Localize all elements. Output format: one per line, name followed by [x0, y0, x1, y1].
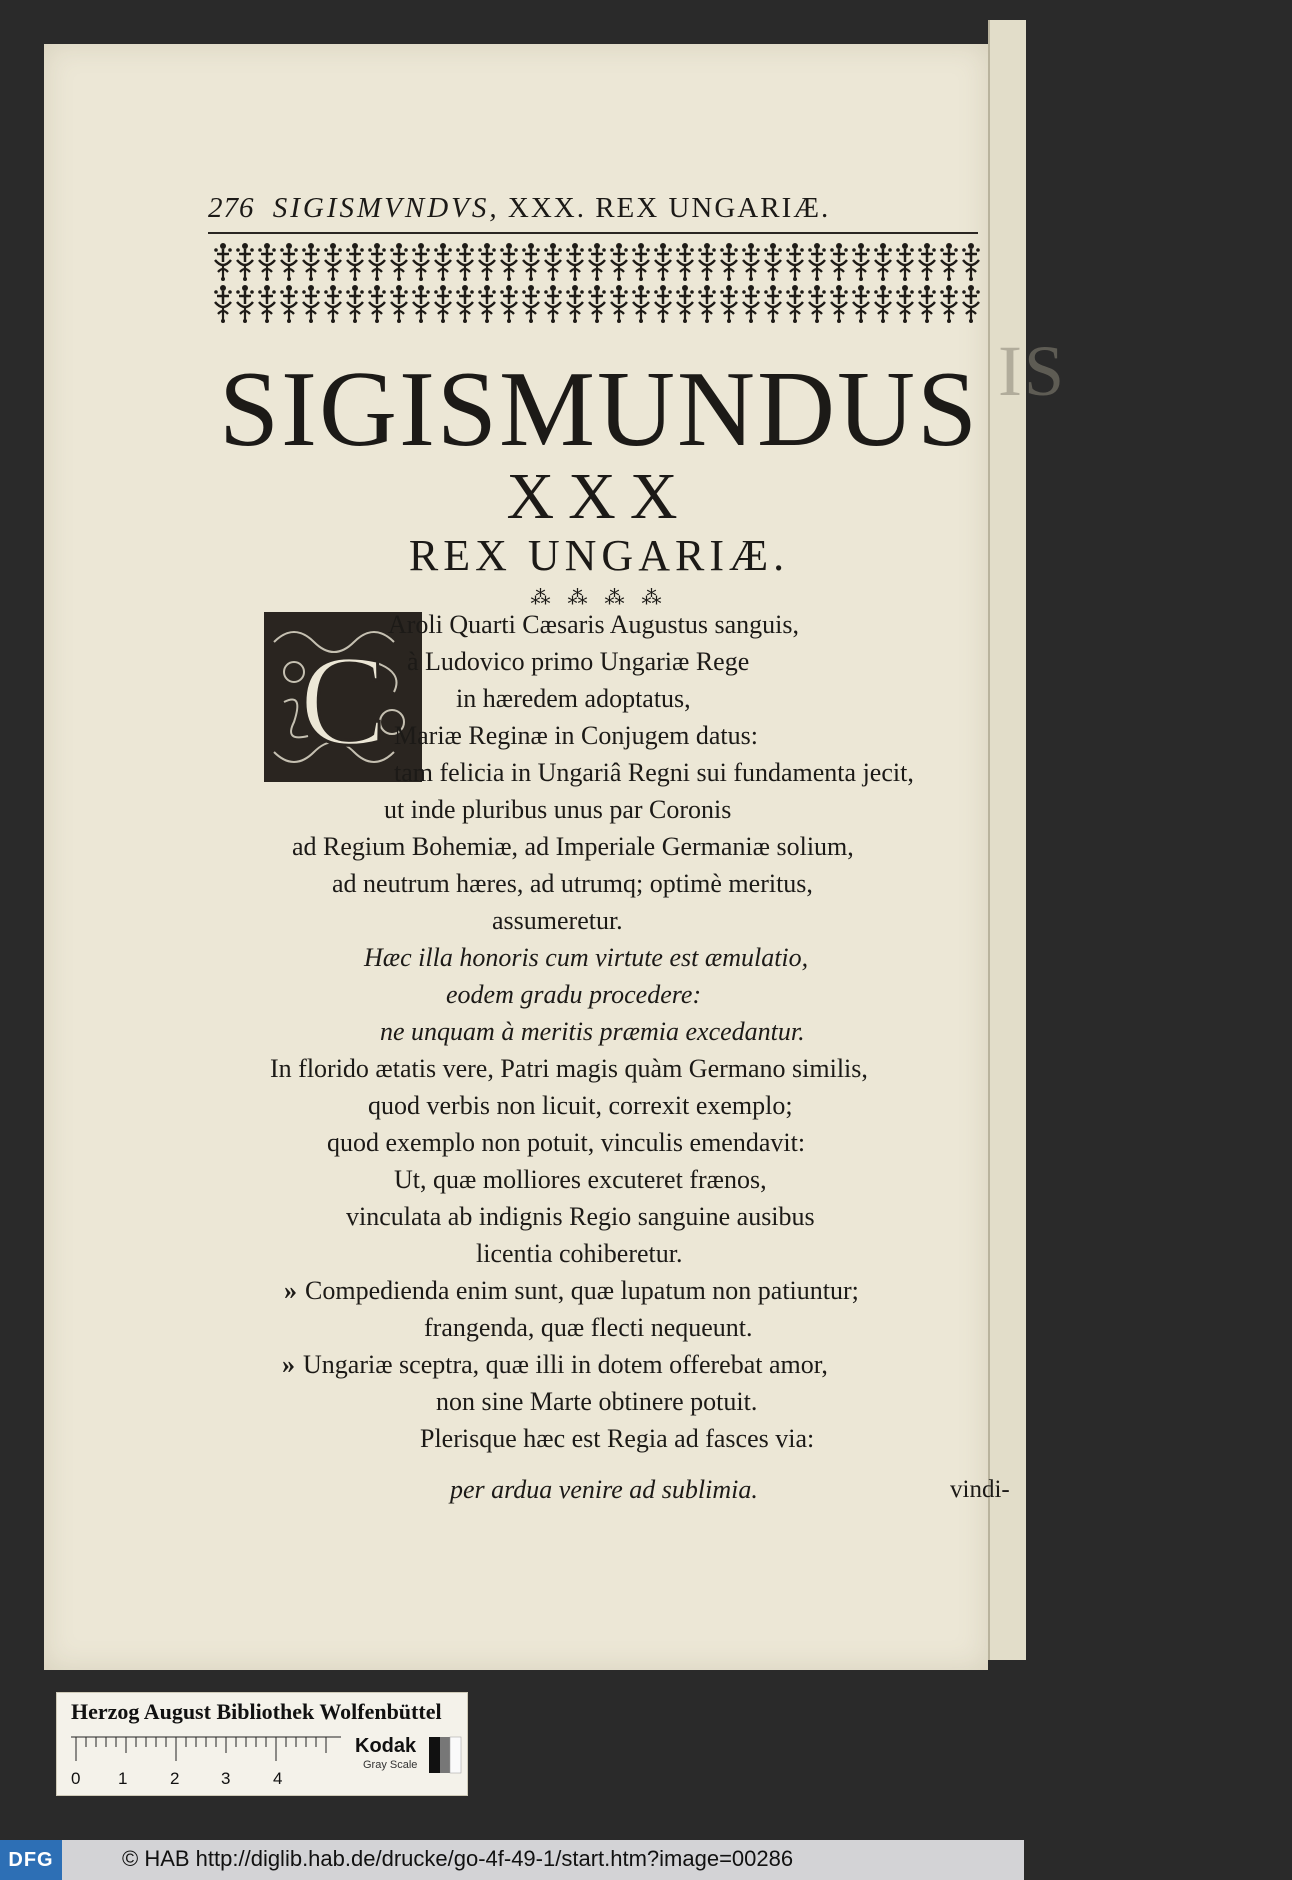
ruler-labels	[71, 1769, 331, 1791]
text-line-13: In florido ætatis vere, Patri magis quàm Germano similis,	[270, 1054, 868, 1083]
text-line-3: in hæredem adoptatus,	[456, 684, 691, 713]
quote-mark: »	[282, 1350, 295, 1379]
gray-scale-patches	[429, 1737, 461, 1773]
text-line-21-text: Ungariæ sceptra, quæ illi in dotem offerebat amor,	[303, 1350, 828, 1379]
text-line-11: eodem gradu procedere:	[446, 980, 702, 1009]
text-line-20: frangenda, quæ flecti nequeunt.	[424, 1313, 753, 1342]
text-line-16: Ut, quæ molliores excuteret frænos,	[394, 1165, 767, 1194]
star-ornament: ⁂ ⁂ ⁂ ⁂	[530, 587, 668, 609]
text-line-17: vinculata ab indignis Regio sanguine ausibus	[346, 1202, 815, 1231]
text-line-8: ad neutrum hæres, ad utrumq; optimè meritus,	[332, 869, 813, 898]
text-line-2: à Ludovico primo Ungariæ Rege	[407, 647, 750, 676]
copyright-link[interactable]: © HAB http://diglib.hab.de/drucke/go-4f-49-1/start.htm?image=00286	[122, 1846, 794, 1871]
ruler-label-3: 3	[221, 1769, 231, 1788]
library-color-card	[56, 1692, 468, 1796]
library-name: Herzog August Bibliothek Wolfenbüttel	[71, 1699, 442, 1724]
text-line-5: tam felicia in Ungariâ Regni sui fundamenta jecit,	[394, 758, 914, 787]
text-line-12: ne unquam à meritis præmia excedantur.	[380, 1017, 805, 1046]
gray-scale-label: Gray Scale	[363, 1759, 418, 1771]
subtitle: REX UNGARIÆ.	[408, 531, 790, 580]
ruler-label-4: 4	[273, 1769, 283, 1788]
text-line-1: Aroli Quarti Cæsaris Augustus sanguis,	[388, 610, 799, 639]
running-head-title: XXX. REX UNGARIÆ.	[507, 192, 831, 224]
ruler-label-1: 1	[118, 1769, 128, 1788]
text-line-19	[284, 1273, 1084, 1309]
running-head-name: SIGISMVNDVS,	[272, 192, 500, 224]
text-line-4: Mariæ Reginæ in Conjugem datus:	[394, 721, 758, 750]
text-line-15: quod exemplo non potuit, vinculis emendavit:	[327, 1128, 806, 1157]
text-line-6: ut inde pluribus unus par Coronis	[384, 795, 732, 824]
ornamental-border	[212, 240, 984, 324]
text-line-23: Plerisque hæc est Regia ad fasces via:	[420, 1424, 815, 1453]
text-line-21	[282, 1347, 1082, 1383]
text-line-10: Hæc illa honoris cum virtute est æmulatio,	[364, 943, 809, 972]
text-line-19-text: Compedienda enim sunt, quæ lupatum non patiuntur;	[305, 1276, 859, 1305]
page-number: 276	[208, 192, 255, 224]
text-line-14: quod verbis non licuit, correxit exemplo;	[368, 1091, 793, 1120]
next-leaf-bleed-text: IS	[998, 331, 1067, 411]
catchword: vindi-	[950, 1476, 1010, 1503]
text-line-9: assumeretur.	[492, 906, 623, 935]
dfg-logo[interactable]: DFG	[0, 1840, 62, 1880]
text-line-24: per ardua venire ad sublimia.	[450, 1475, 758, 1504]
book-page	[44, 44, 1010, 1670]
title: SIGISMUNDUS	[218, 350, 980, 469]
quote-mark: »	[284, 1276, 297, 1305]
drop-cap-letter: C	[299, 629, 387, 773]
regnal-numeral: XXX	[506, 460, 692, 533]
ruler-label-0: 0	[71, 1769, 81, 1788]
text-line-18: licentia cohiberetur.	[476, 1239, 683, 1268]
running-head	[208, 192, 978, 234]
text-line-7: ad Regium Bohemiæ, ad Imperiale Germaniæ solium,	[292, 832, 854, 861]
ruler-label-2: 2	[170, 1769, 180, 1788]
text-line-22: non sine Marte obtinere potuit.	[436, 1387, 758, 1416]
page-content	[44, 44, 1010, 1670]
kodak-brand: Kodak	[355, 1735, 417, 1757]
